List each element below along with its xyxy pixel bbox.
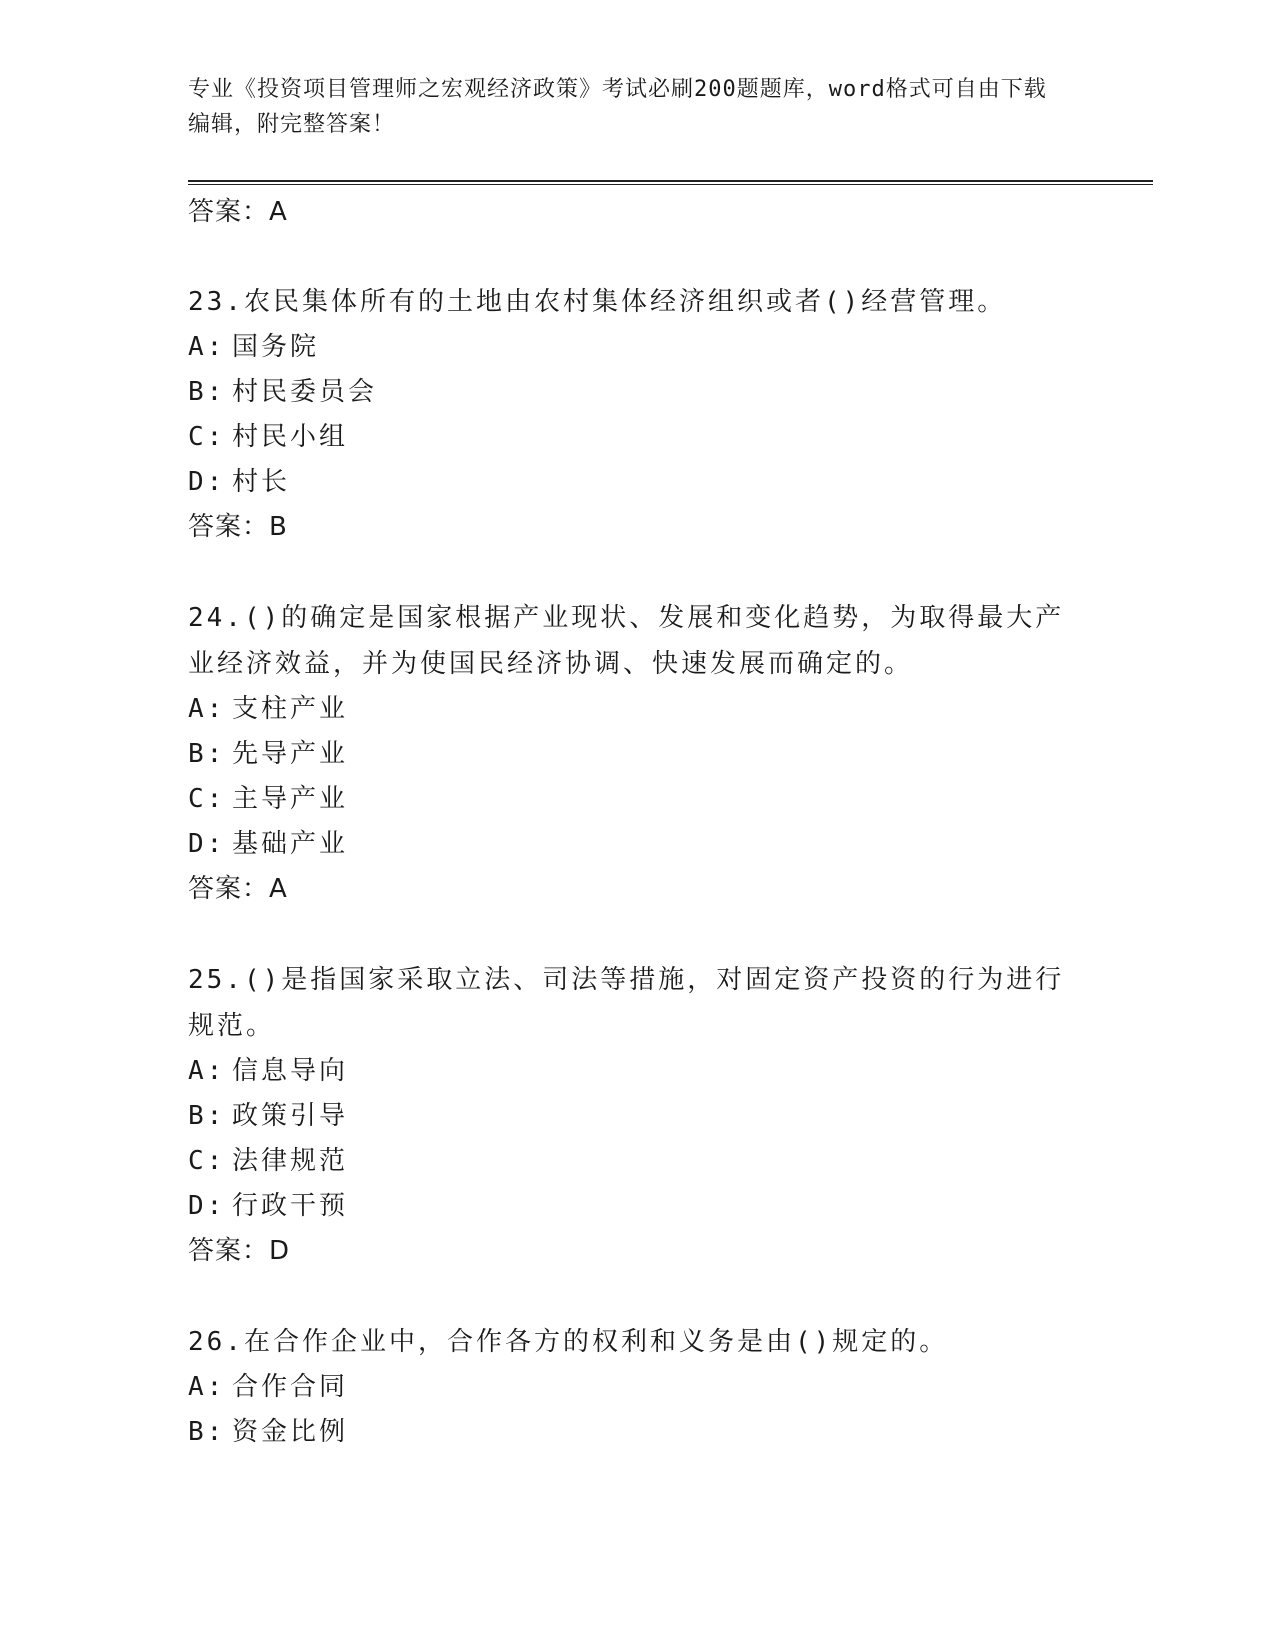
question-26	[188, 1319, 1088, 1455]
option-b	[188, 370, 1088, 415]
option-c	[188, 777, 1088, 822]
question-stem: 23.农民集体所有的土地由农村集体经济组织或者()经营管理。	[188, 287, 1007, 317]
option-c	[188, 1139, 1088, 1184]
option-text: 基础产业	[232, 829, 349, 859]
document-header: 专业《投资项目管理师之宏观经济政策》考试必刷200题题库，word格式可自由下载编辑，附完整答案！	[188, 77, 1047, 137]
option-text: 法律规范	[232, 1146, 349, 1176]
option-key: A:	[188, 1372, 226, 1402]
header-divider-thin	[188, 184, 1153, 185]
option-d	[188, 822, 1088, 867]
option-key: B:	[188, 1417, 226, 1447]
option-key: C:	[188, 784, 226, 814]
option-key: D:	[188, 1191, 226, 1221]
option-key: B:	[188, 377, 226, 407]
option-text: 资金比例	[232, 1417, 349, 1447]
option-key: A:	[188, 1056, 226, 1086]
question-stem: 25.()是指国家采取立法、司法等措施，对固定资产投资的行为进行规范。	[188, 965, 1065, 1041]
option-text: 国务院	[232, 332, 320, 362]
option-key: C:	[188, 422, 226, 452]
option-text: 村长	[232, 467, 291, 497]
header-divider	[188, 180, 1153, 182]
option-text: 合作合同	[232, 1372, 349, 1402]
option-a	[188, 1365, 1088, 1410]
option-a	[188, 325, 1088, 370]
option-d	[188, 460, 1088, 505]
option-key: A:	[188, 694, 226, 724]
option-text: 支柱产业	[232, 694, 349, 724]
answer-line: 答案：A	[188, 874, 288, 904]
option-key: B:	[188, 1101, 226, 1131]
question-23	[188, 279, 1088, 549]
option-c	[188, 415, 1088, 460]
option-text: 信息导向	[232, 1056, 349, 1086]
option-key: B:	[188, 739, 226, 769]
option-a	[188, 1049, 1088, 1094]
question-25	[188, 957, 1088, 1273]
option-text: 村民委员会	[232, 377, 378, 407]
option-b	[188, 1094, 1088, 1139]
answer-line: 答案：D	[188, 1236, 291, 1266]
option-key: D:	[188, 829, 226, 859]
answer-line: 答案：A	[188, 197, 288, 227]
option-text: 村民小组	[232, 422, 349, 452]
answer-line: 答案：B	[188, 512, 288, 542]
option-key: C:	[188, 1146, 226, 1176]
question-24	[188, 595, 1088, 911]
question-list	[188, 190, 1088, 1501]
option-text: 行政干预	[232, 1191, 349, 1221]
question-stem: 24.()的确定是国家根据产业现状、发展和变化趋势，为取得最大产业经济效益，并为使国民经济协调、快速发展而确定的。	[188, 603, 1065, 679]
option-d	[188, 1184, 1088, 1229]
question-stem: 26.在合作企业中，合作各方的权利和义务是由()规定的。	[188, 1327, 949, 1357]
option-a	[188, 687, 1088, 732]
option-key: D:	[188, 467, 226, 497]
option-text: 主导产业	[232, 784, 349, 814]
option-key: A:	[188, 332, 226, 362]
option-text: 先导产业	[232, 739, 349, 769]
option-b	[188, 1410, 1088, 1455]
option-text: 政策引导	[232, 1101, 349, 1131]
option-b	[188, 732, 1088, 777]
